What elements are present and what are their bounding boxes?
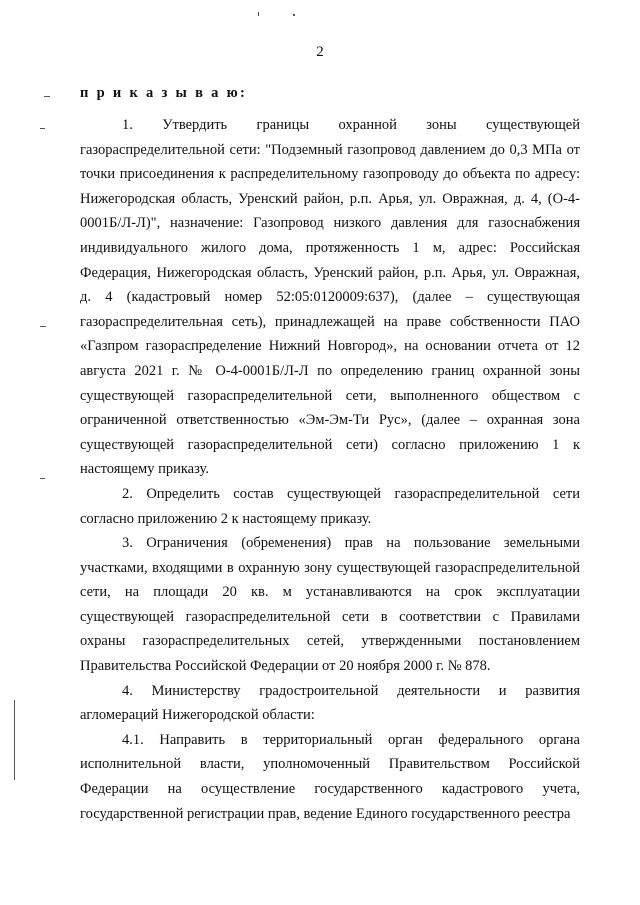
scan-mark	[40, 326, 46, 327]
paragraph-1: 1. Утвердить границы охранной зоны существующей газораспределительной сети: "Подземный газопровод давлением до 0,3 МПа от точки присоединения к распределительному газопроводу до объекта по адресу: Нижегородская область, Уренский район, р.п. Арья, ул. Овражная, д. 4, (О-4-0001Б/Л-Л)", назначение: Газопровод низкого давления для газоснабжения индивидуального жилого дома, протяженность 1 м, адрес: Российская Федерация, Нижегородская область, Уренский район, р.п. Арья, ул. Овражная, д. 4 (кадастровый номер 52:05:0120009:637), (далее – существующая газораспределительная сеть), принадлежащей на праве собственности ПАО «Газпром газораспределение Нижний Новгород», на основании отчета от 12 августа 2021 г. № О-4-0001Б/Л-Л по определению границ охранной зоны существующей газораспределительной сети, выполненного обществом с ограниченной ответственностью «Эм-Эм-Ти Рус», (далее – охранная зона существующей газораспределительной сети) согласно приложению 1 к настоящему приказу.	[80, 117, 580, 478]
scan-mark	[44, 96, 50, 97]
paragraph-3: 3. Ограничения (обременения) прав на пользование земельными участками, входящими в охранную зону существующей газораспределительной сети, на площади 20 кв. м устанавливаются на срок эксплуатации существующей газораспределительной сети в соответствии с Правилами охраны газораспределительных сетей, утвержденными постановлением Правительства Российской Федерации от 20 ноября 2000 г. № 878.	[80, 535, 580, 675]
scan-mark	[14, 700, 15, 780]
paragraph-4-1: 4.1. Направить в территориальный орган федерального органа исполнительной власти, уполномоченный Правительством Российской Федерации на осуществление государственного кадастрового учета, государственной регистрации прав, ведение Единого государственного реестра	[80, 731, 580, 822]
page-number: 2	[316, 44, 324, 60]
order-heading: п р и к а з ы в а ю:	[80, 85, 248, 101]
scan-mark	[40, 478, 45, 479]
scan-mark	[40, 128, 45, 129]
paragraph-2: 2. Определить состав существующей газораспределительной сети согласно приложению 2 к настоящему приказу.	[80, 485, 580, 527]
scan-mark	[258, 12, 259, 16]
scan-mark	[293, 14, 295, 16]
document-body	[80, 113, 580, 826]
paragraph-4: 4. Министерству градостроительной деятельности и развития агломераций Нижегородской области:	[80, 682, 580, 724]
